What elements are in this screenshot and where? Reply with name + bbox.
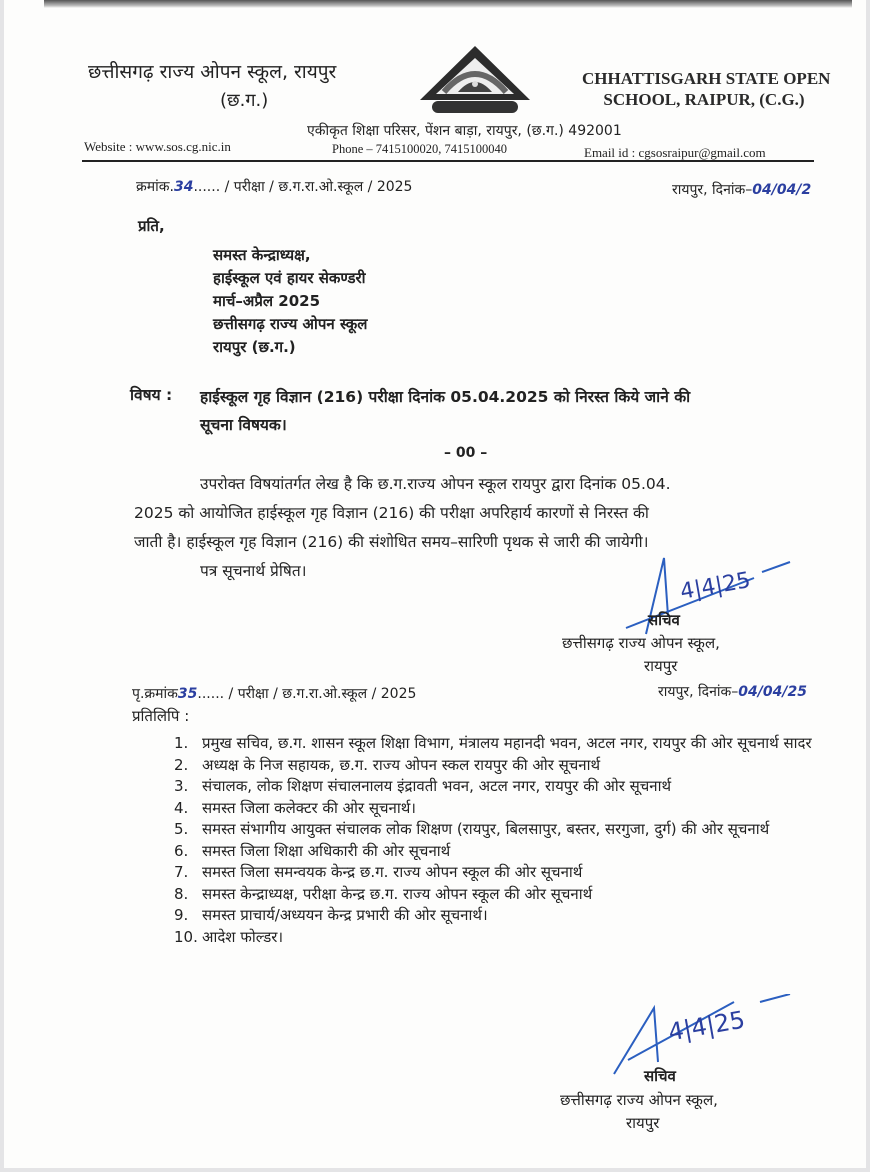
handwritten-ref: 34	[173, 179, 194, 195]
signature-2-org: छत्तीसगढ़ राज्य ओपन स्कूल,	[560, 1091, 718, 1109]
letter-date: रायपुर, दिनांक–04/04/2	[672, 182, 812, 198]
list-item: 6. समस्त जिला शिक्षा अधिकारी की ओर सूचनार्थ	[174, 841, 451, 860]
list-item: 7. समस्त जिला समन्वयक केन्द्र छ.ग. राज्य ओपन स्कूल की ओर सूचनार्थ	[174, 863, 583, 881]
to-label: प्रति,	[138, 217, 165, 235]
signature-1-city: रायपुर	[644, 657, 678, 675]
org-state-hindi: (छ.ग.)	[220, 90, 269, 111]
website[interactable]: Website : www.sos.cg.nic.in	[84, 139, 231, 154]
handwritten-date: 04/04/2	[752, 182, 812, 198]
email[interactable]: Email id : cgsosraipur@gmail.com	[584, 145, 766, 160]
list-item: 2. अध्यक्ष के निज सहायक, छ.ग. राज्य ओपन स्कल रायपुर की ओर सूचनार्थ	[174, 755, 601, 774]
org-name-hindi: छत्तीसगढ़ राज्य ओपन स्कूल, रायपुर	[88, 61, 337, 83]
list-item: 8. समस्त केन्द्राध्यक्ष, परीक्षा केन्द्र छ.ग. राज्य ओपन स्कूल की ओर सूचनार्थ	[174, 884, 593, 903]
copy-list	[174, 733, 834, 948]
scan-edge	[44, 0, 852, 8]
letter-body: उपरोक्त विषयांतर्गत लेख है कि छ.ग.राज्य ओपन स्कूल रायपुर द्वारा दिनांक 05.04. 2025 को आयोजित हाईस्कूल गृह विज्ञान (216) की परीक्षा अपरिहार्य कारणों से निरस्त की जाती है। हाईस्कूल गृह विज्ञान (216) की संशोधित समय–सारिणी पृथक से जारी की जायेगी। पत्र सूचनार्थ प्रेषित।	[134, 475, 671, 580]
handwritten-copy-ref: 35	[177, 686, 198, 702]
copy-date: रायपुर, दिनांक–04/04/25	[658, 684, 807, 700]
signature-1-title: सचिव	[648, 611, 680, 629]
reference-number: क्रमांक.34...... / परीक्षा / छ.ग.रा.ओ.स्कूल / 2025	[136, 179, 413, 195]
org-name-english-1: CHHATTISGARH STATE OPEN	[582, 69, 831, 88]
header-divider	[82, 160, 814, 162]
phone: Phone – 7415100020, 7415100040	[332, 142, 507, 156]
list-item: 4. समस्त जिला कलेक्टर की ओर सूचनार्थ।	[174, 798, 416, 817]
list-item: 3. संचालक, लोक शिक्षण संचालनालय इंद्रावती भवन, अटल नगर, रायपुर की ओर सूचनार्थ	[174, 777, 672, 795]
signature-2-title: सचिव	[644, 1067, 676, 1085]
list-item: 1. प्रमुख सचिव, छ.ग. शासन स्कूल शिक्षा विभाग, मंत्रालय महानदी भवन, अटल नगर, रायपुर की ओर सूचनार्थ सादर	[174, 734, 812, 752]
signature-1-date: 4|4|25	[678, 568, 753, 605]
org-name-english-2: SCHOOL, RAIPUR, (C.G.)	[603, 90, 805, 109]
subject-text: हाईस्कूल गृह विज्ञान (216) परीक्षा दिनांक 05.04.2025 को निरस्त किये जाने की सूचना विषयक।	[200, 388, 691, 434]
subject-label: विषय :	[130, 386, 173, 404]
list-item: 9. समस्त प्राचार्य/अध्ययन केन्द्र प्रभारी की ओर सूचनार्थ।	[174, 906, 488, 924]
recipient-block: समस्त केन्द्राध्यक्ष, हाईस्कूल एवं हायर सेकण्डरी मार्च–अप्रैल 2025 छत्तीसगढ़ राज्य ओपन स्कूल रायपुर (छ.ग.)	[213, 246, 368, 356]
handwritten-copy-date: 04/04/25	[738, 684, 807, 700]
signature-2-city: रायपुर	[626, 1114, 660, 1132]
school-logo	[414, 44, 536, 116]
letter-page	[4, 0, 866, 1168]
address: एकीकृत शिक्षा परिसर, पेंशन बाड़ा, रायपुर, (छ.ग.) 492001	[307, 123, 622, 139]
copy-label: प्रतिलिपि :	[132, 707, 190, 725]
signature-1-org: छत्तीसगढ़ राज्य ओपन स्कूल,	[562, 634, 720, 652]
separator: – 00 –	[444, 445, 488, 461]
copy-reference-number: पृ.क्रमांक35...... / परीक्षा / छ.ग.रा.ओ.स्कूल / 2025	[132, 686, 417, 702]
list-item: 5. समस्त संभागीय आयुक्त संचालक लोक शिक्षण (रायपुर, बिलसापुर, बस्तर, सरगुजा, दुर्ग) की ओर सूचनार्थ	[174, 820, 770, 838]
list-item: 10. आदेश फोल्डर।	[174, 927, 284, 946]
signature-2-date: 4|4|25	[666, 1005, 748, 1047]
